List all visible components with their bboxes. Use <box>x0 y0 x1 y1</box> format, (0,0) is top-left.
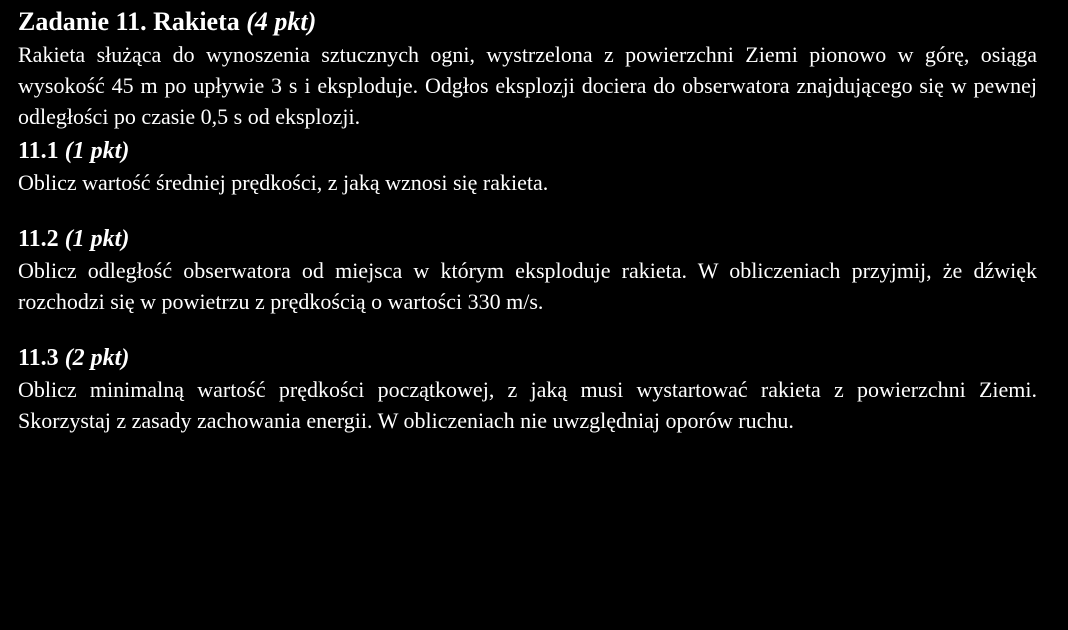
subtask-text-3: Oblicz minimalną wartość prędkości początkowej, z jaką musi wystartować rakieta z powierzchni Ziemi. Skorzystaj z zasady zachowania energii. W obliczeniach nie uwzględniaj oporów ruchu. <box>18 377 1037 433</box>
subtask-points: (1 pkt) <box>64 226 130 252</box>
subtask-points: (2 pkt) <box>64 345 130 371</box>
task-intro: Rakieta służąca do wynoszenia sztucznych ogni, wystrzelona z powierzchni Ziemi pionowo w górę, osiąga wysokość 45 m po upływie 3 s i eksploduje. Odgłos eksplozji dociera do obserwatora znajdującego się w pewnej odległości po czasie 0,5 s od eksplozji. <box>18 42 1037 129</box>
spacer <box>18 198 1037 224</box>
subtask-number: 11.2 <box>18 226 59 252</box>
subtask-points: (1 pkt) <box>64 138 130 164</box>
subtask-number: 11.3 <box>18 345 59 371</box>
task-points: (4 pkt) <box>246 7 317 36</box>
spacer <box>18 317 1037 343</box>
subtask-heading-1 <box>18 136 1037 167</box>
subtask-number: 11.1 <box>18 138 59 164</box>
subtask-text-1: Oblicz wartość średniej prędkości, z jaką wznosi się rakieta. <box>18 170 549 195</box>
subtask-heading-3 <box>18 343 1037 374</box>
task-title-text: Zadanie 11. Rakieta <box>18 7 240 36</box>
subtask-heading-2 <box>18 224 1037 255</box>
subtask-text-2: Oblicz odległość obserwatora od miejsca w którym eksploduje rakieta. W obliczeniach przyjmij, że dźwięk rozchodzi się w powietrzu z prędkością o wartości 330 m/s. <box>18 258 1037 314</box>
task-title <box>18 5 1037 39</box>
